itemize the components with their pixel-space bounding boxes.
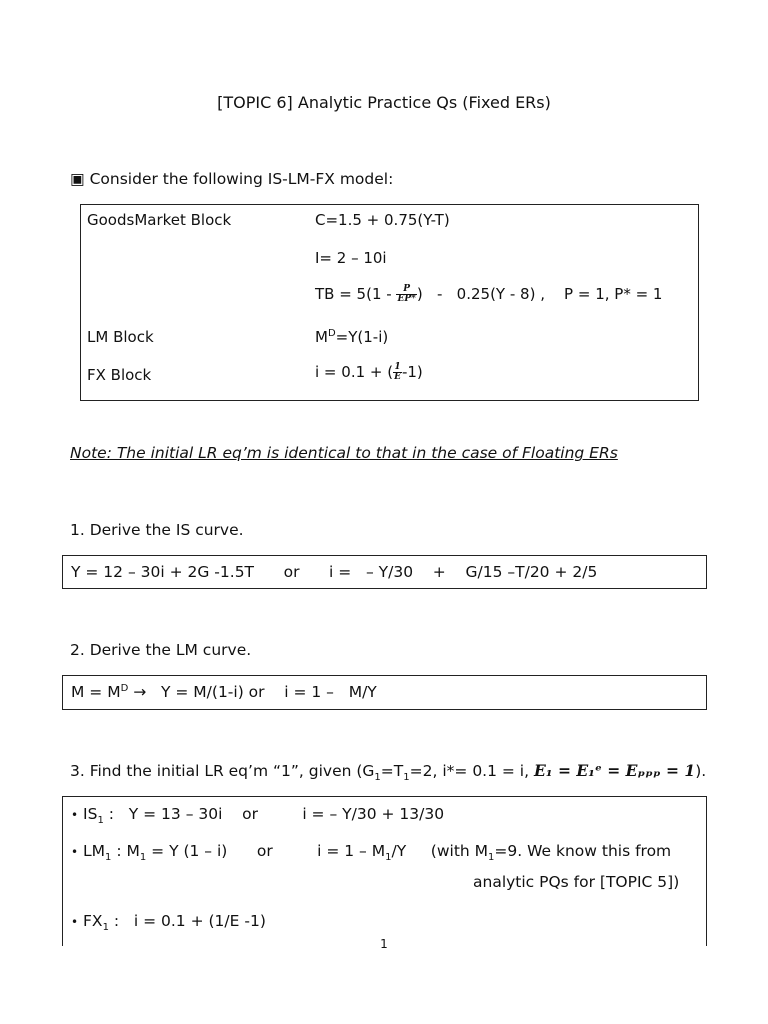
lm1-continuation: analytic PQs for [TOPIC 5]) — [473, 873, 680, 891]
answer-1-box — [62, 555, 707, 589]
money-demand-equation: $M^D=Y(1-i)$ — [315, 328, 389, 346]
exchange-rate-condition: E₁ = E₁ᵉ = Eₚₚₚ = 1 — [533, 761, 696, 780]
trade-balance-equation: TB = 5(1 - $\frac{P}{EP*}$ ) - 0.25(Y - 8) , P = 1, P* = 1 — [315, 284, 663, 304]
question-1: 1. Derive the IS curve. — [70, 521, 244, 539]
lm-block-label: LM Block — [87, 328, 154, 346]
question-3: 3. Find the initial LR eq’m “1”, given ($G_1=T_1=2$, i*= 0.1 = i, E₁ = E₁ᵉ = Eₚₚₚ = 1). — [70, 761, 707, 784]
question-2: 2. Derive the LM curve. — [70, 641, 252, 659]
page-title: [TOPIC 6] Analytic Practice Qs (Fixed ERs) — [217, 93, 551, 112]
answer-2-box — [62, 675, 707, 710]
fx1-line: • $FX_1$ : i = 0.1 + (1/E -1) — [71, 912, 266, 934]
investment-equation: I= 2 – 10i — [315, 249, 387, 267]
answer-3-box — [62, 796, 707, 946]
page-number: 1 — [380, 937, 388, 951]
note: Note: The initial LR eq’m is identical to that in the case of Floating ERs — [70, 444, 618, 462]
model-intro — [70, 170, 393, 188]
consumption-equation: C=1.5 + 0.75(Y-T) — [315, 211, 450, 229]
is-curve-answer: Y = 12 – 30i + 2G -1.5T or i = – Y/30 + G/15 –T/20 + 2/5 — [71, 563, 598, 581]
lm-curve-answer: $M = M^D \to Y = M/(1-i)$ or i = 1 – M/Y — [71, 682, 377, 701]
tb-fraction: $\frac{P}{EP*}$ — [397, 284, 416, 304]
is1-line: • $IS_1$ : Y = 13 – 30i or i = – Y/30 + 13/30 — [71, 805, 445, 827]
fx-equation: i = 0.1 + ( $\frac{1}{E}$ -1) — [315, 362, 423, 382]
square-marker-icon: ▣ — [70, 170, 85, 188]
model-box — [80, 204, 699, 401]
fx-block-label: FX Block — [87, 366, 152, 384]
goods-market-label: GoodsMarket Block — [87, 211, 232, 229]
intro-text: Consider the following IS-LM-FX model: — [89, 170, 394, 188]
fx-fraction: $\frac{1}{E}$ — [394, 362, 401, 382]
lm1-line: • $LM_1$ : $M_1 = Y$ (1 – i) or $i = 1 - M_1/Y$ (with $M_1=9$. We know this from — [71, 842, 672, 864]
